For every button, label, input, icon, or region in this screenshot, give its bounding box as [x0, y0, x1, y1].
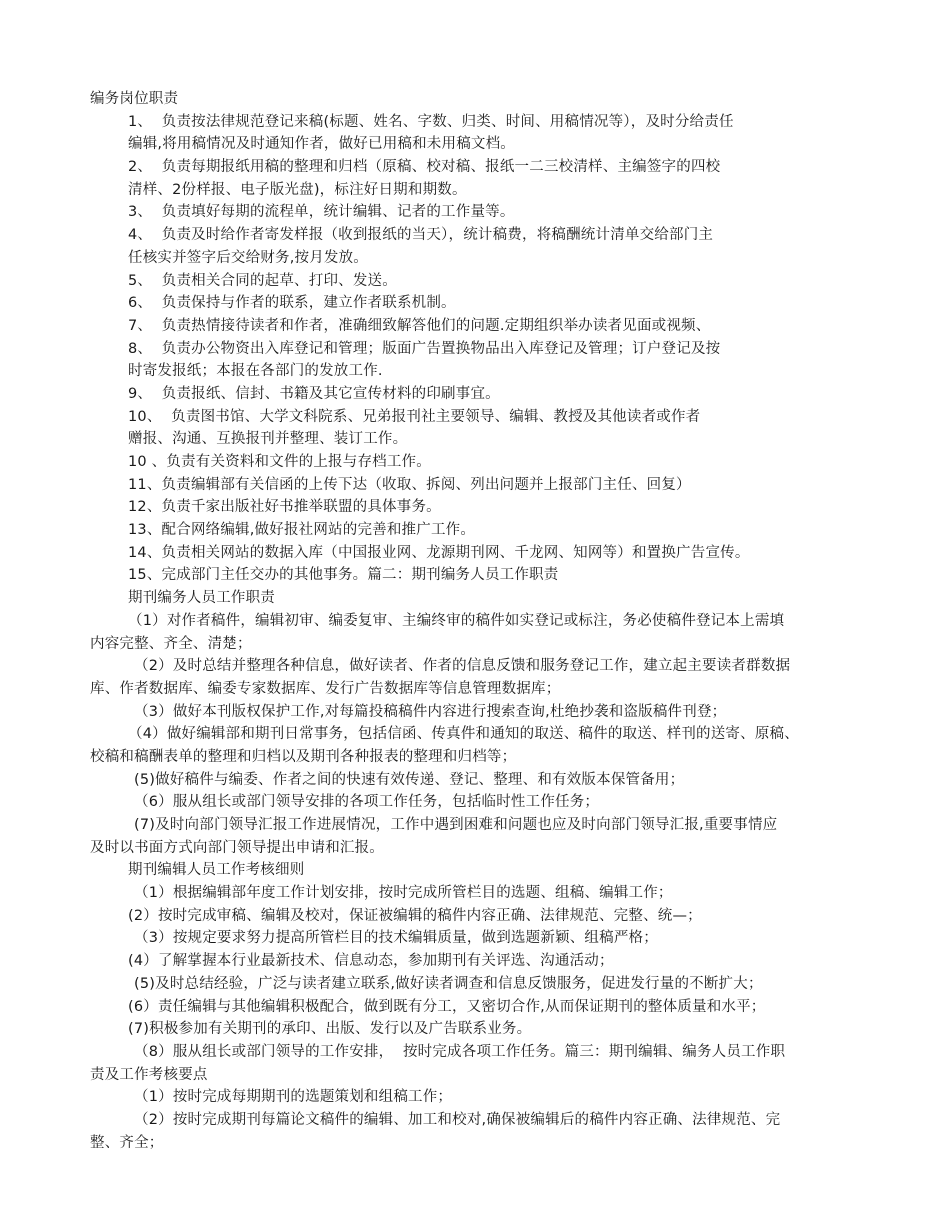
- list-item: 11、负责编辑部有关信函的上传下达（收取、拆阅、列出问题并上报部门主任、回复）: [128, 476, 691, 493]
- list-item-continuation: 整、齐全；: [90, 1134, 164, 1151]
- list-item: (5)做好稿件与编委、作者之间的快速有效传递、登记、整理、和有效版本保管备用；: [134, 771, 685, 788]
- list-item: (2）按时完成审稿、编辑及校对，保证被编辑的稿件内容正确、法律规范、完整、统—；: [128, 907, 702, 924]
- list-item: （2）按时完成期刊每篇论文稿件的编辑、加工和校对,确保被编辑后的稿件内容正确、法律规范、完: [134, 1111, 781, 1128]
- list-item: 15、完成部门主任交办的其他事务。篇二：期刊编务人员工作职责: [128, 567, 559, 584]
- list-item-continuation: 内容完整、齐全、清楚；: [90, 635, 252, 652]
- list-item: （3）做好本刊版权保护工作,对每篇投稿稿件内容进行搜索查询,杜绝抄袭和盗版稿件刊登；: [134, 703, 727, 720]
- list-item: 9、 负责报纸、信封、书籍及其它宣传材料的印刷事宜。: [128, 385, 500, 402]
- list-item-continuation: 任核实并签字后交给财务,按月发放。: [128, 249, 369, 266]
- section-heading: 期刊编务人员工作职责: [128, 590, 275, 607]
- list-item: 2、 负责每期报纸用稿的整理和归档（原稿、校对稿、报纸一二三校清样、主编签字的四校: [128, 159, 721, 176]
- list-item: 14、负责相关网站的数据入库（中国报业网、龙源期刊网、千龙网、知网等）和置换广告宣传。: [128, 544, 750, 561]
- list-item: 5、 负责相关合同的起草、打印、发送。: [128, 272, 397, 289]
- list-item-continuation: 赠报、沟通、互换报刊并整理、装订工作。: [128, 431, 408, 448]
- list-item: （1）根据编辑部年度工作计划安排，按时完成所管栏目的选题、组稿、编辑工作；: [134, 885, 673, 902]
- list-item: （2）及时总结并整理各种信息，做好读者、作者的信息反馈和服务登记工作，建立起主要读者群数据: [134, 658, 791, 675]
- list-item: （3）按规定要求努力提高所管栏目的技术编辑质量，做到选题新颖、组稿严格；: [134, 930, 658, 947]
- list-item: (6）责任编辑与其他编辑积极配合，做到既有分工，又密切合作,从而保证期刊的整体质量和水平；: [128, 998, 766, 1015]
- list-item: 10 、负责有关资料和文件的上报与存档工作。: [128, 454, 431, 470]
- list-item: （1）对作者稿件，编辑初审、编委复审、主编终审的稿件如实登记或标注，务必使稿件登记本上需填: [128, 612, 785, 629]
- list-item: 4、 负责及时给作者寄发样报（收到报纸的当天），统计稿费，将稿酬统计清单交给部门主: [128, 227, 714, 244]
- list-item: 8、 负责办公物资出入库登记和管理；版面广告置换物品出入库登记及管理；订户登记及按: [128, 340, 721, 357]
- list-item-continuation: 校稿和稿酬表单的整理和归档以及期刊各种报表的整理和归档等；: [90, 748, 517, 765]
- list-item: 3、 负责填好每期的流程单，统计编辑、记者的工作量等。: [128, 204, 515, 221]
- list-item: (4）了解掌握本行业最新技术、信息动态，参加期刊有关评选、沟通活动；: [128, 953, 614, 970]
- list-item-continuation: 时寄发报纸；本报在各部门的发放工作.: [128, 363, 383, 380]
- list-item: 7、 负责热情接待读者和作者，准确细致解答他们的问题.定期组织举办读者见面或视频、: [128, 317, 711, 334]
- list-item-continuation: 及时以书面方式向部门领导提出申请和汇报。: [90, 839, 384, 856]
- list-item-continuation: 编辑,将用稿情况及时通知作者，做好已用稿和未用稿文档。: [128, 136, 516, 153]
- document-body: [90, 88, 865, 1154]
- list-item: （4）做好编辑部和期刊日常事务，包括信函、传真件和通知的取送、稿件的取送、样刊的送寄、原稿、: [128, 726, 799, 743]
- section-heading: 期刊编辑人员工作考核细则: [128, 862, 305, 879]
- list-item: 13、配合网络编辑,做好报社网站的完善和推广工作。: [128, 522, 476, 539]
- list-item: 6、 负责保持与作者的联系，建立作者联系机制。: [128, 295, 456, 312]
- document-title: 编务岗位职责: [90, 91, 179, 107]
- list-item: 10、 负责图书馆、大学文科院系、兄弟报刊社主要领导、编辑、教授及其他读者或作者: [128, 408, 701, 425]
- list-item: (7)积极参加有关期刊的承印、出版、发行以及广告联系业务。: [128, 1021, 532, 1038]
- list-item: (7)及时向部门领导汇报工作进展情况，工作中遇到困难和问题也应及时向部门领导汇报,重要事情应: [134, 817, 778, 833]
- list-item: 1、 负责按法律规范登记来稿(标题、姓名、字数、归类、时间、用稿情况等），及时分给责任: [128, 113, 734, 130]
- list-item: （6）服从组长或部门领导安排的各项工作任务，包括临时性工作任务；: [134, 794, 600, 811]
- list-item: （8）服从组长或部门领导的工作安排， 按时完成各项工作任务。篇三：期刊编辑、编务人员工作职: [134, 1043, 786, 1060]
- list-item: （1）按时完成每期期刊的选题策划和组稿工作；: [134, 1089, 453, 1106]
- list-item-continuation: 清样、2份样报、电子版光盘)，标注好日期和期数。: [128, 181, 467, 198]
- list-item: 12、负责千家出版社好书推举联盟的具体事务。: [128, 499, 441, 516]
- list-item-continuation: 库、作者数据库、编委专家数据库、发行广告数据库等信息管理数据库；: [90, 680, 561, 697]
- list-item-continuation: 责及工作考核要点: [90, 1066, 208, 1083]
- list-item: (5)及时总结经验，广泛与读者建立联系,做好读者调查和信息反馈服务，促进发行量的不断扩大；: [134, 975, 763, 992]
